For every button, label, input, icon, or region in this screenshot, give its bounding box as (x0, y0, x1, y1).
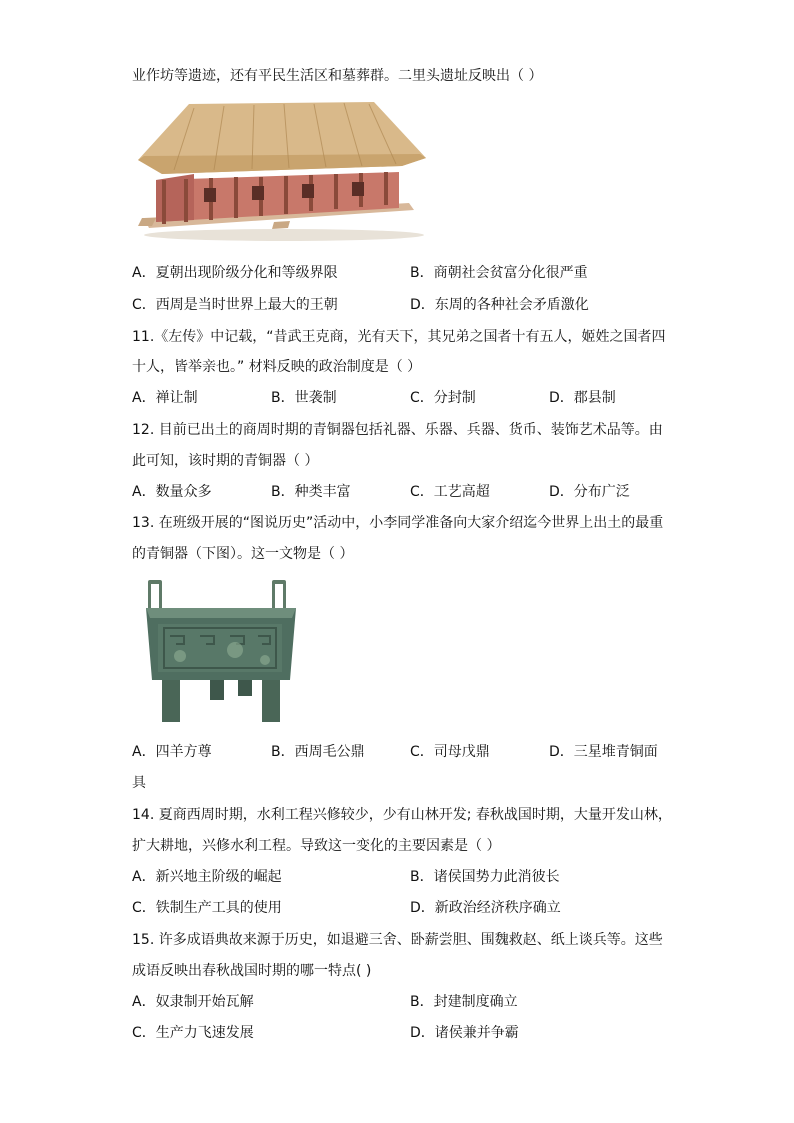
q15-stem-line-2: 成语反映出春秋战国时期的哪一特点( ) (132, 963, 372, 979)
q14-option-d[interactable]: D．新政治经济秩序确立 (410, 900, 561, 916)
q13-stem-line-2: 的青铜器（下图）。这一文物是（ ） (132, 546, 354, 562)
q11-option-c[interactable]: C．分封制 (410, 390, 476, 406)
q10-option-d[interactable]: D．东周的各种社会矛盾激化 (410, 297, 589, 313)
q10-option-a[interactable]: A．夏朝出现阶级分化和等级界限 (132, 265, 338, 281)
q15-option-c[interactable]: C．生产力飞速发展 (132, 1025, 254, 1041)
q14-option-c[interactable]: C．铁制生产工具的使用 (132, 900, 282, 916)
q11-stem-line-1: 11.《左传》中记载，“昔武王克商，光有天下，其兄弟之国者十有五人，姬姓之国者四 (132, 329, 666, 345)
q11-option-b[interactable]: B．世袭制 (271, 390, 337, 406)
q12-option-a[interactable]: A．数量众多 (132, 484, 212, 500)
q10-option-b[interactable]: B．商朝社会贫富分化很严重 (410, 265, 588, 281)
q15-option-b[interactable]: B．封建制度确立 (410, 994, 518, 1010)
q14-stem-line-1: 14. 夏商西周时期，水利工程兴修较少，少有山林开发; 春秋战国时期，大量开发山林， (132, 807, 672, 823)
q14-option-b[interactable]: B．诸侯国势力此消彼长 (410, 869, 560, 885)
question-10-stem-tail: 业作坊等遗迹，还有平民生活区和墓葬群。二里头遗址反映出（ ） (132, 68, 543, 84)
q13-option-c[interactable]: C．司母戊鼎 (410, 744, 490, 760)
q12-option-b[interactable]: B．种类丰富 (271, 484, 351, 500)
q13-option-d-wrap: 具 (132, 775, 146, 791)
q14-option-a[interactable]: A．新兴地主阶级的崛起 (132, 869, 282, 885)
q11-stem-line-2: 十人，皆举亲也。” 材料反映的政治制度是（ ） (132, 359, 422, 375)
q11-option-d[interactable]: D．郡县制 (549, 390, 616, 406)
q12-option-c[interactable]: C．工艺高超 (410, 484, 490, 500)
q13-stem-line-1: 13. 在班级开展的“图说历史”活动中，小李同学准备向大家介绍迄今世界上出土的最重 (132, 515, 664, 531)
bronze-ding-vessel-photo (140, 576, 300, 728)
q12-stem-line-2: 此可知，该时期的青铜器（ ） (132, 453, 319, 469)
q15-option-d[interactable]: D．诸侯兼并争霸 (410, 1025, 519, 1041)
q12-stem-line-1: 12. 目前已出土的商周时期的青铜器包括礼器、乐器、兵器、货币、装饰艺术品等。由 (132, 422, 663, 438)
q10-option-c[interactable]: C．西周是当时世界上最大的王朝 (132, 297, 338, 313)
q15-stem-line-1: 15. 许多成语典故来源于历史，如退避三舍、卧薪尝胆、围魏救赵、纸上谈兵等。这些 (132, 932, 663, 948)
q14-stem-line-2: 扩大耕地，兴修水利工程。导致这一变化的主要因素是（ ） (132, 838, 501, 854)
q11-option-a[interactable]: A．禅让制 (132, 390, 198, 406)
q12-option-d[interactable]: D．分布广泛 (549, 484, 630, 500)
q15-option-a[interactable]: A．奴隶制开始瓦解 (132, 994, 254, 1010)
q13-option-b[interactable]: B．西周毛公鼎 (271, 744, 365, 760)
q13-option-a[interactable]: A．四羊方尊 (132, 744, 212, 760)
q13-option-d[interactable]: D．三星堆青铜面 (549, 744, 658, 760)
thatched-palace-illustration (134, 100, 430, 242)
